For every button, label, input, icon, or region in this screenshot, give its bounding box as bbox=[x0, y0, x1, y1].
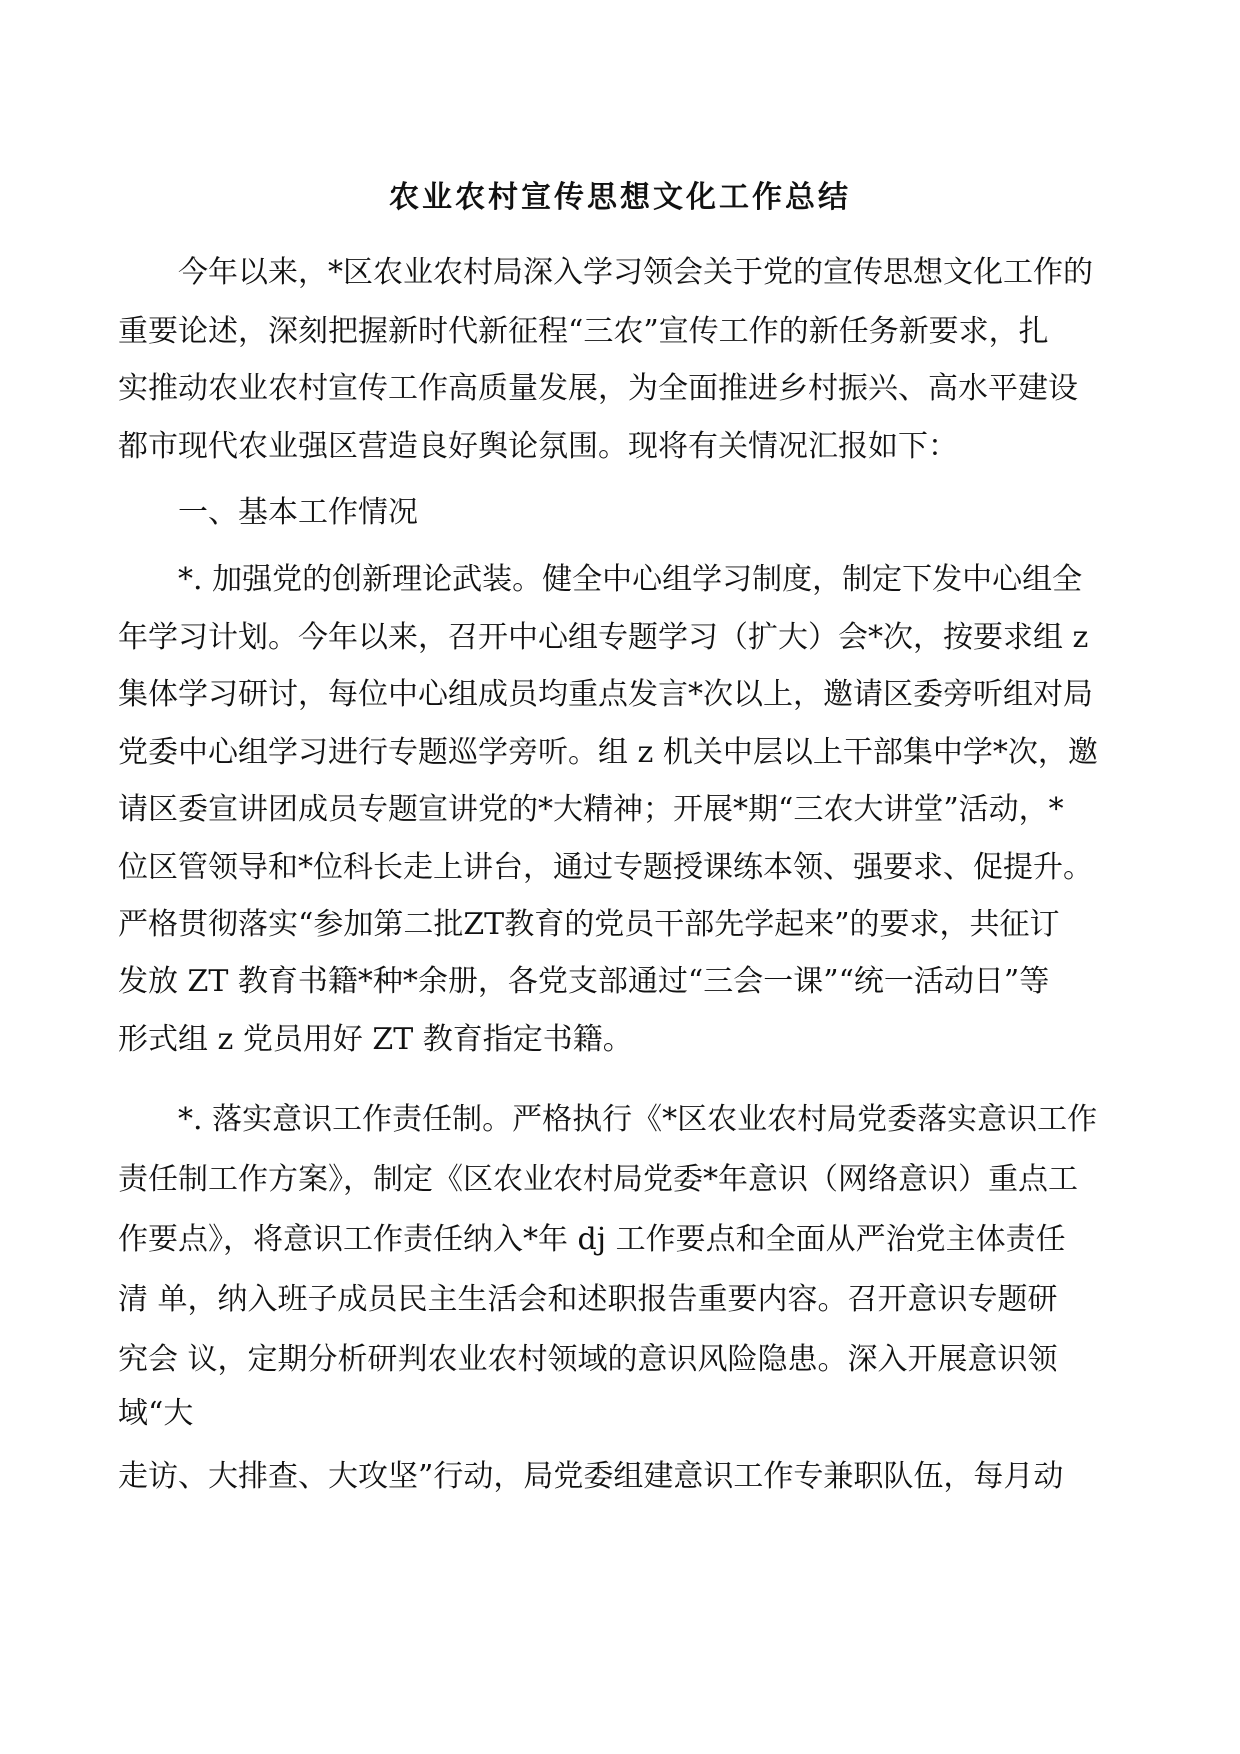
paragraph-line: 严格贯彻落实“参加第二批ZT教育的党员干部先学起来”的要求，共征订 bbox=[118, 907, 1060, 942]
document-title: 农业农村宣传思想文化工作总结 bbox=[389, 180, 851, 215]
paragraph-line: 形式组 z 党员用好 ZT 教育指定书籍。 bbox=[118, 1022, 633, 1057]
paragraph-line: 集体学习研讨，每位中心组成员均重点发言*次以上，邀请区委旁听组对局 bbox=[118, 677, 1093, 712]
section-heading: 一、基本工作情况 bbox=[178, 495, 418, 530]
paragraph-line: 重要论述，深刻把握新时代新征程“三农”宣传工作的新任务新要求，扎 bbox=[118, 314, 1049, 349]
paragraph-line: 请区委宣讲团成员专题宣讲党的*大精神；开展*期“三农大讲堂”活动，* bbox=[118, 792, 1064, 827]
paragraph-line: 今年以来，*区农业农村局深入学习领会关于党的宣传思想文化工作的 bbox=[178, 255, 1093, 290]
paragraph-line: 责任制工作方案》，制定《区农业农村局党委*年意识（网络意识）重点工 bbox=[118, 1162, 1078, 1197]
paragraph-line: 都市现代农业强区营造良好舆论氛围。现将有关情况汇报如下： bbox=[118, 429, 958, 464]
paragraph-line: *. 落实意识工作责任制。严格执行《*区农业农村局党委落实意识工作 bbox=[178, 1102, 1098, 1137]
paragraph-line: 究会 议，定期分析研判农业农村领域的意识风险隐患。深入开展意识领 bbox=[118, 1342, 1058, 1377]
paragraph-line: 域“大 bbox=[118, 1396, 194, 1431]
paragraph-line: 作要点》，将意识工作责任纳入*年 dj 工作要点和全面从严治党主体责任 bbox=[118, 1222, 1066, 1257]
paragraph-line: 实推动农业农村宣传工作高质量发展，为全面推进乡村振兴、高水平建设 bbox=[118, 371, 1078, 406]
paragraph-line: 年学习计划。今年以来，召开中心组专题学习（扩大）会*次，按要求组 z bbox=[118, 620, 1089, 655]
paragraph-line: 位区管领导和*位科长走上讲台，通过专题授课练本领、强要求、促提升。 bbox=[118, 850, 1093, 885]
paragraph-line: 清 单，纳入班子成员民主生活会和述职报告重要内容。召开意识专题研 bbox=[118, 1282, 1058, 1317]
paragraph-line: 党委中心组学习进行专题巡学旁听。组 z 机关中层以上干部集中学*次，邀 bbox=[118, 735, 1098, 770]
paragraph-line: 走访、大排查、大攻坚”行动，局党委组建意识工作专兼职队伍，每月动 bbox=[118, 1459, 1064, 1494]
paragraph-line: *. 加强党的创新理论武装。健全中心组学习制度，制定下发中心组全 bbox=[178, 562, 1083, 597]
paragraph-line: 发放 ZT 教育书籍*种*余册，各党支部通过“三会一课”“统一活动日”等 bbox=[118, 964, 1050, 999]
